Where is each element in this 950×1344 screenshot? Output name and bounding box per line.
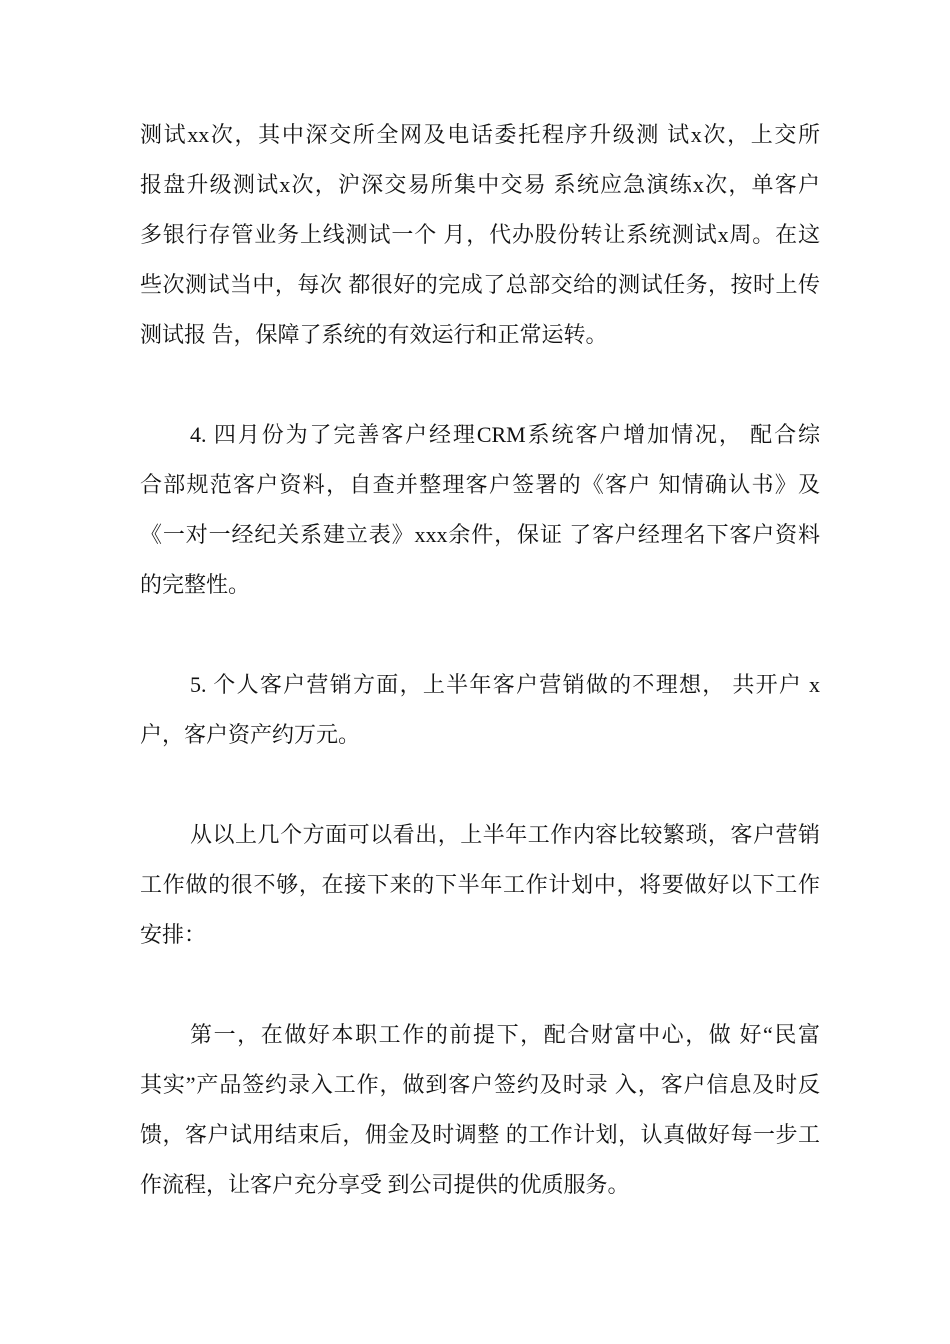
paragraph-item-4: [140, 410, 820, 610]
paragraph-first-plan: [140, 1010, 820, 1210]
text-line: 的完整性。: [140, 572, 251, 597]
text-line: 报盘升级测试x次，沪深交易所集中交易 系统应急演练x次，单客户: [140, 172, 820, 197]
text-line: 4. 四月份为了完善客户经理CRM系统客户增加情况， 配合综: [190, 422, 820, 447]
text-line: 其实”产品签约录入工作，做到客户签约及时录 入，客户信息及时反: [140, 1072, 820, 1097]
paragraph-item-5: [140, 660, 820, 760]
text-line: 测试xx次，其中深交所全网及电话委托程序升级测 试x次，上交所: [140, 122, 820, 147]
text-line: 合部规范客户资料，自查并整理客户签署的《客户 知情确认书》及: [140, 472, 820, 497]
text-line: 安排：: [140, 922, 207, 947]
text-line: 5. 个人客户营销方面，上半年客户营销做的不理想， 共开户 x: [190, 672, 820, 697]
text-line: 些次测试当中，每次 都很好的完成了总部交给的测试任务，按时上传: [140, 272, 820, 297]
text-line: 《一对一经纪关系建立表》xxx余件，保证 了客户经理名下客户资料: [140, 522, 820, 547]
text-line: 工作做的很不够，在接下来的下半年工作计划中，将要做好以下工作: [140, 872, 820, 897]
text-line: 第一，在做好本职工作的前提下，配合财富中心，做 好“民富: [190, 1022, 820, 1047]
text-line: 作流程，让客户充分享受 到公司提供的优质服务。: [140, 1172, 630, 1197]
paragraph-summary: [140, 810, 820, 960]
text-line: 测试报 告，保障了系统的有效运行和正常运转。: [140, 322, 608, 347]
text-line: 多银行存管业务上线测试一个 月，代办股份转让系统测试x周。在这: [140, 222, 820, 247]
text-line: 户，客户资产约万元。: [140, 722, 361, 747]
text-line: 从以上几个方面可以看出，上半年工作内容比较繁琐，客户营销: [190, 822, 820, 847]
text-line: 馈，客户试用结束后，佣金及时调整 的工作计划，认真做好每一步工: [140, 1122, 820, 1147]
paragraph-testing: [140, 110, 820, 360]
